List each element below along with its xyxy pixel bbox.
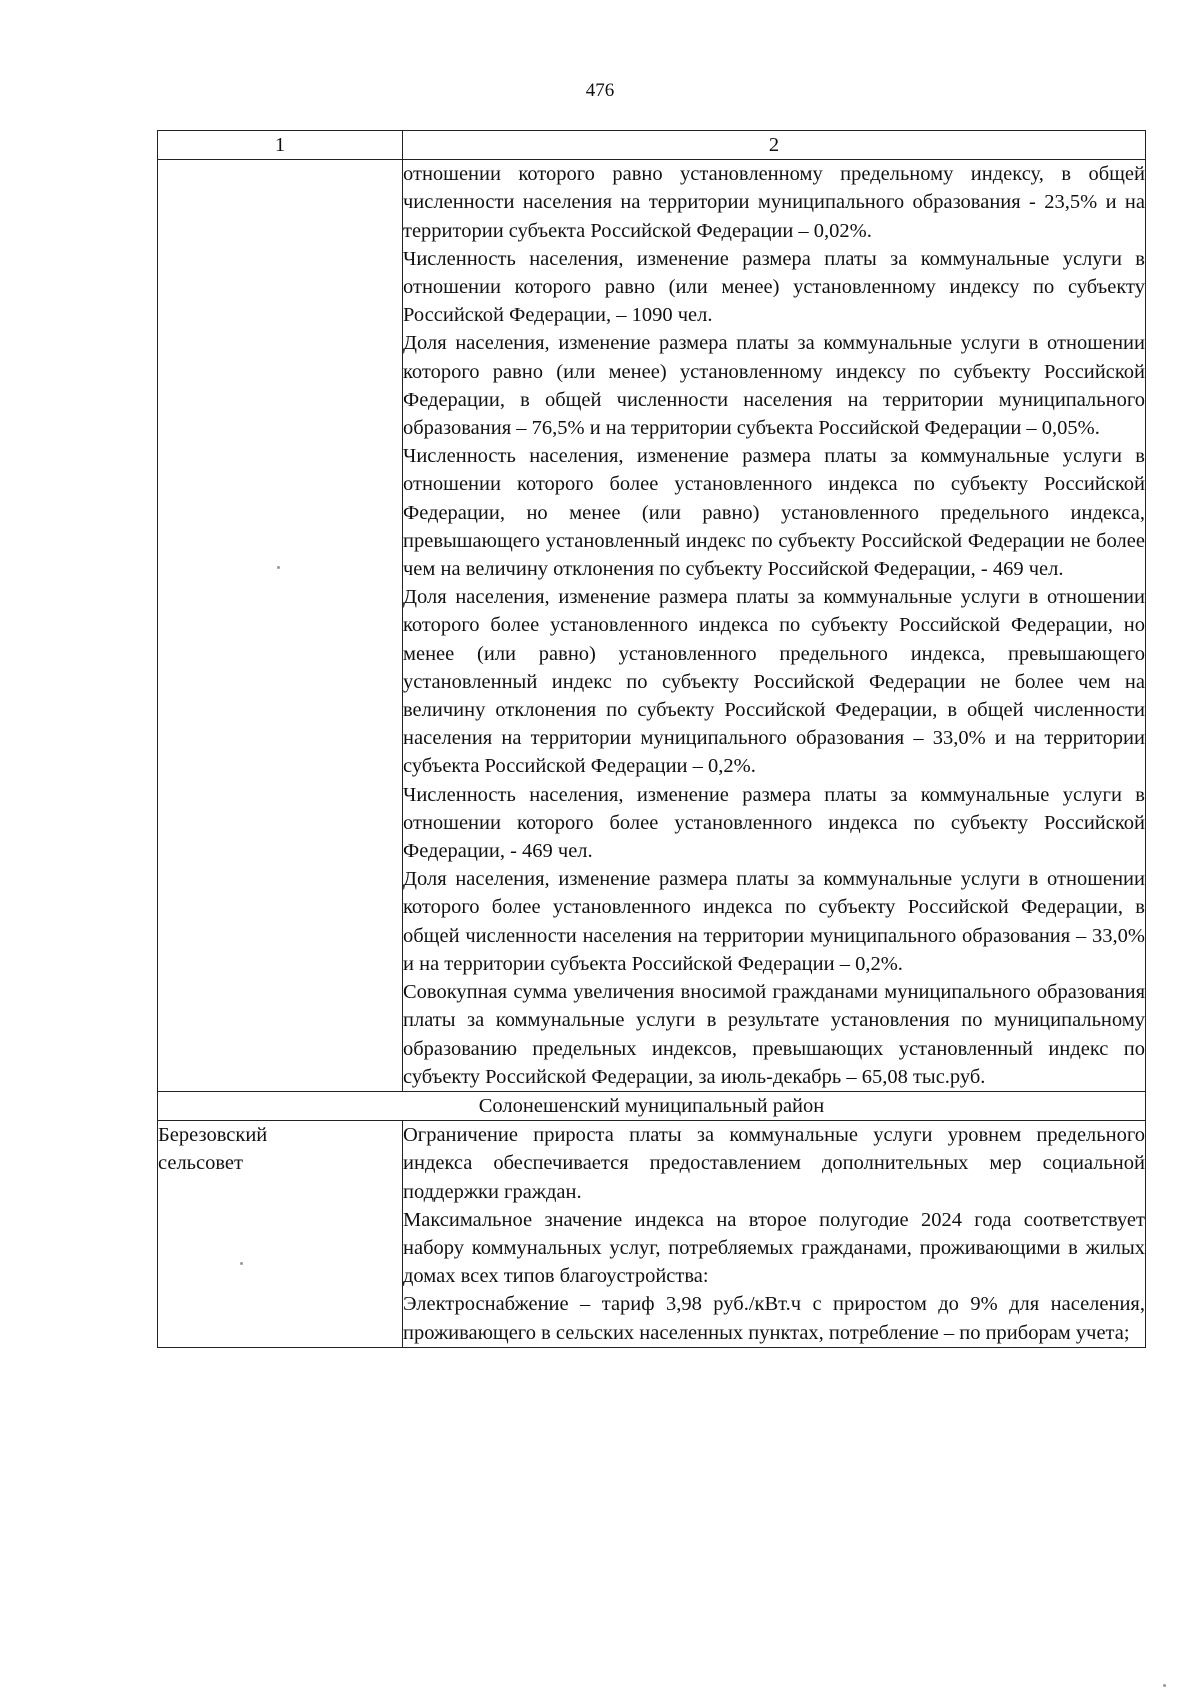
- paragraph: Совокупная сумма увеличения вносимой гражданами муниципального образования платы за коммунальные услуги в результате установления по муниципальному образованию предельных индексов, превышающих установленный индекс по субъекту Российской Федерации, за июль-декабрь – 65,08 тыс.руб.: [403, 981, 1145, 1088]
- table-row-continuation: [158, 160, 1146, 1092]
- scan-speck: [240, 1262, 243, 1265]
- paragraph: Доля населения, изменение размера платы за коммунальные услуги в отношении которого более установленного индекса по субъекту Российской Федерации, в общей численности населения на территории муниципального образования – 33,0% и на территории субъекта Российской Федерации – 0,2%.: [403, 868, 1145, 975]
- municipality-text-cell: [403, 1121, 1146, 1348]
- data-table: [157, 130, 1146, 1348]
- paragraph: Численность населения, изменение размера платы за коммунальные услуги в отношении которого более установленного индекса по субъекту Российской Федерации, - 469 чел.: [403, 783, 1145, 863]
- paragraph: Доля населения, изменение размера платы за коммунальные услуги в отношении которого более установленного индекса по субъекту Российской Федерации, но менее (или равно) установленного предельного индекса, превышающего установленный индекс по субъекту Российской Федерации не более чем на величину отклонения по субъекту Российской Федерации, в общей численности населения на территории муниципального образования – 33,0% и на территории субъекта Российской Федерации – 0,2%.: [403, 586, 1145, 778]
- paragraph: Численность населения, изменение размера платы за коммунальные услуги в отношении которого равно (или менее) установленному индексу по субъекту Российской Федерации, – 1090 чел.: [403, 247, 1145, 327]
- paragraph: Максимальное значение индекса на второе полугодие 2024 года соответствует набору коммунальных услуг, потребляемых гражданами, проживающими в жилых домах всех типов благоустройства:: [403, 1208, 1145, 1288]
- continuation-text-cell: [403, 160, 1146, 1092]
- table-header-row: [158, 131, 1146, 160]
- scan-speck: [1163, 1684, 1166, 1687]
- scan-speck: [277, 566, 280, 569]
- municipality-name-line-2: сельсовет: [158, 1152, 243, 1175]
- paragraph: Численность населения, изменение размера платы за коммунальные услуги в отношении которого более установленного индекса по субъекту Российской Федерации, но менее (или равно) установленного предельного индекса, превышающего установленный индекс по субъекту Российской Федерации не более чем на величину отклонения по субъекту Российской Федерации, - 469 чел.: [403, 445, 1145, 581]
- column-header-1: 1: [158, 131, 403, 160]
- table-row-municipality: [158, 1121, 1146, 1348]
- paragraph: Доля населения, изменение размера платы за коммунальные услуги в отношении которого равно (или менее) установленному индексу по субъекту Российской Федерации, в общей численности населения на территории муниципального образования – 76,5% и на территории субъекта Российской Федерации – 0,05%.: [403, 332, 1145, 440]
- region-title: Солонешенский муниципальный район: [158, 1091, 1146, 1120]
- municipality-name-line-1: Березовский: [158, 1124, 268, 1147]
- municipality-name-cell: [158, 1121, 403, 1348]
- paragraph: Ограничение прироста платы за коммунальные услуги уровнем предельного индекса обеспечивается предоставлением дополнительных мер социальной поддержки граждан.: [403, 1124, 1145, 1203]
- paragraph: отношении которого равно установленному предельному индексу, в общей численности населения на территории муниципального образования - 23,5% и на территории субъекта Российской Федерации – 0,02%.: [403, 163, 1145, 242]
- paragraph: Электроснабжение – тариф 3,98 руб./кВт.ч с приростом до 9% для населения, проживающего в сельских населенных пунктах, потребление – по приборам учета;: [403, 1293, 1145, 1344]
- page-number: 476: [585, 80, 615, 101]
- region-row: [158, 1091, 1146, 1120]
- column-header-2: 2: [403, 131, 1146, 160]
- empty-municipality-cell: [158, 160, 403, 1092]
